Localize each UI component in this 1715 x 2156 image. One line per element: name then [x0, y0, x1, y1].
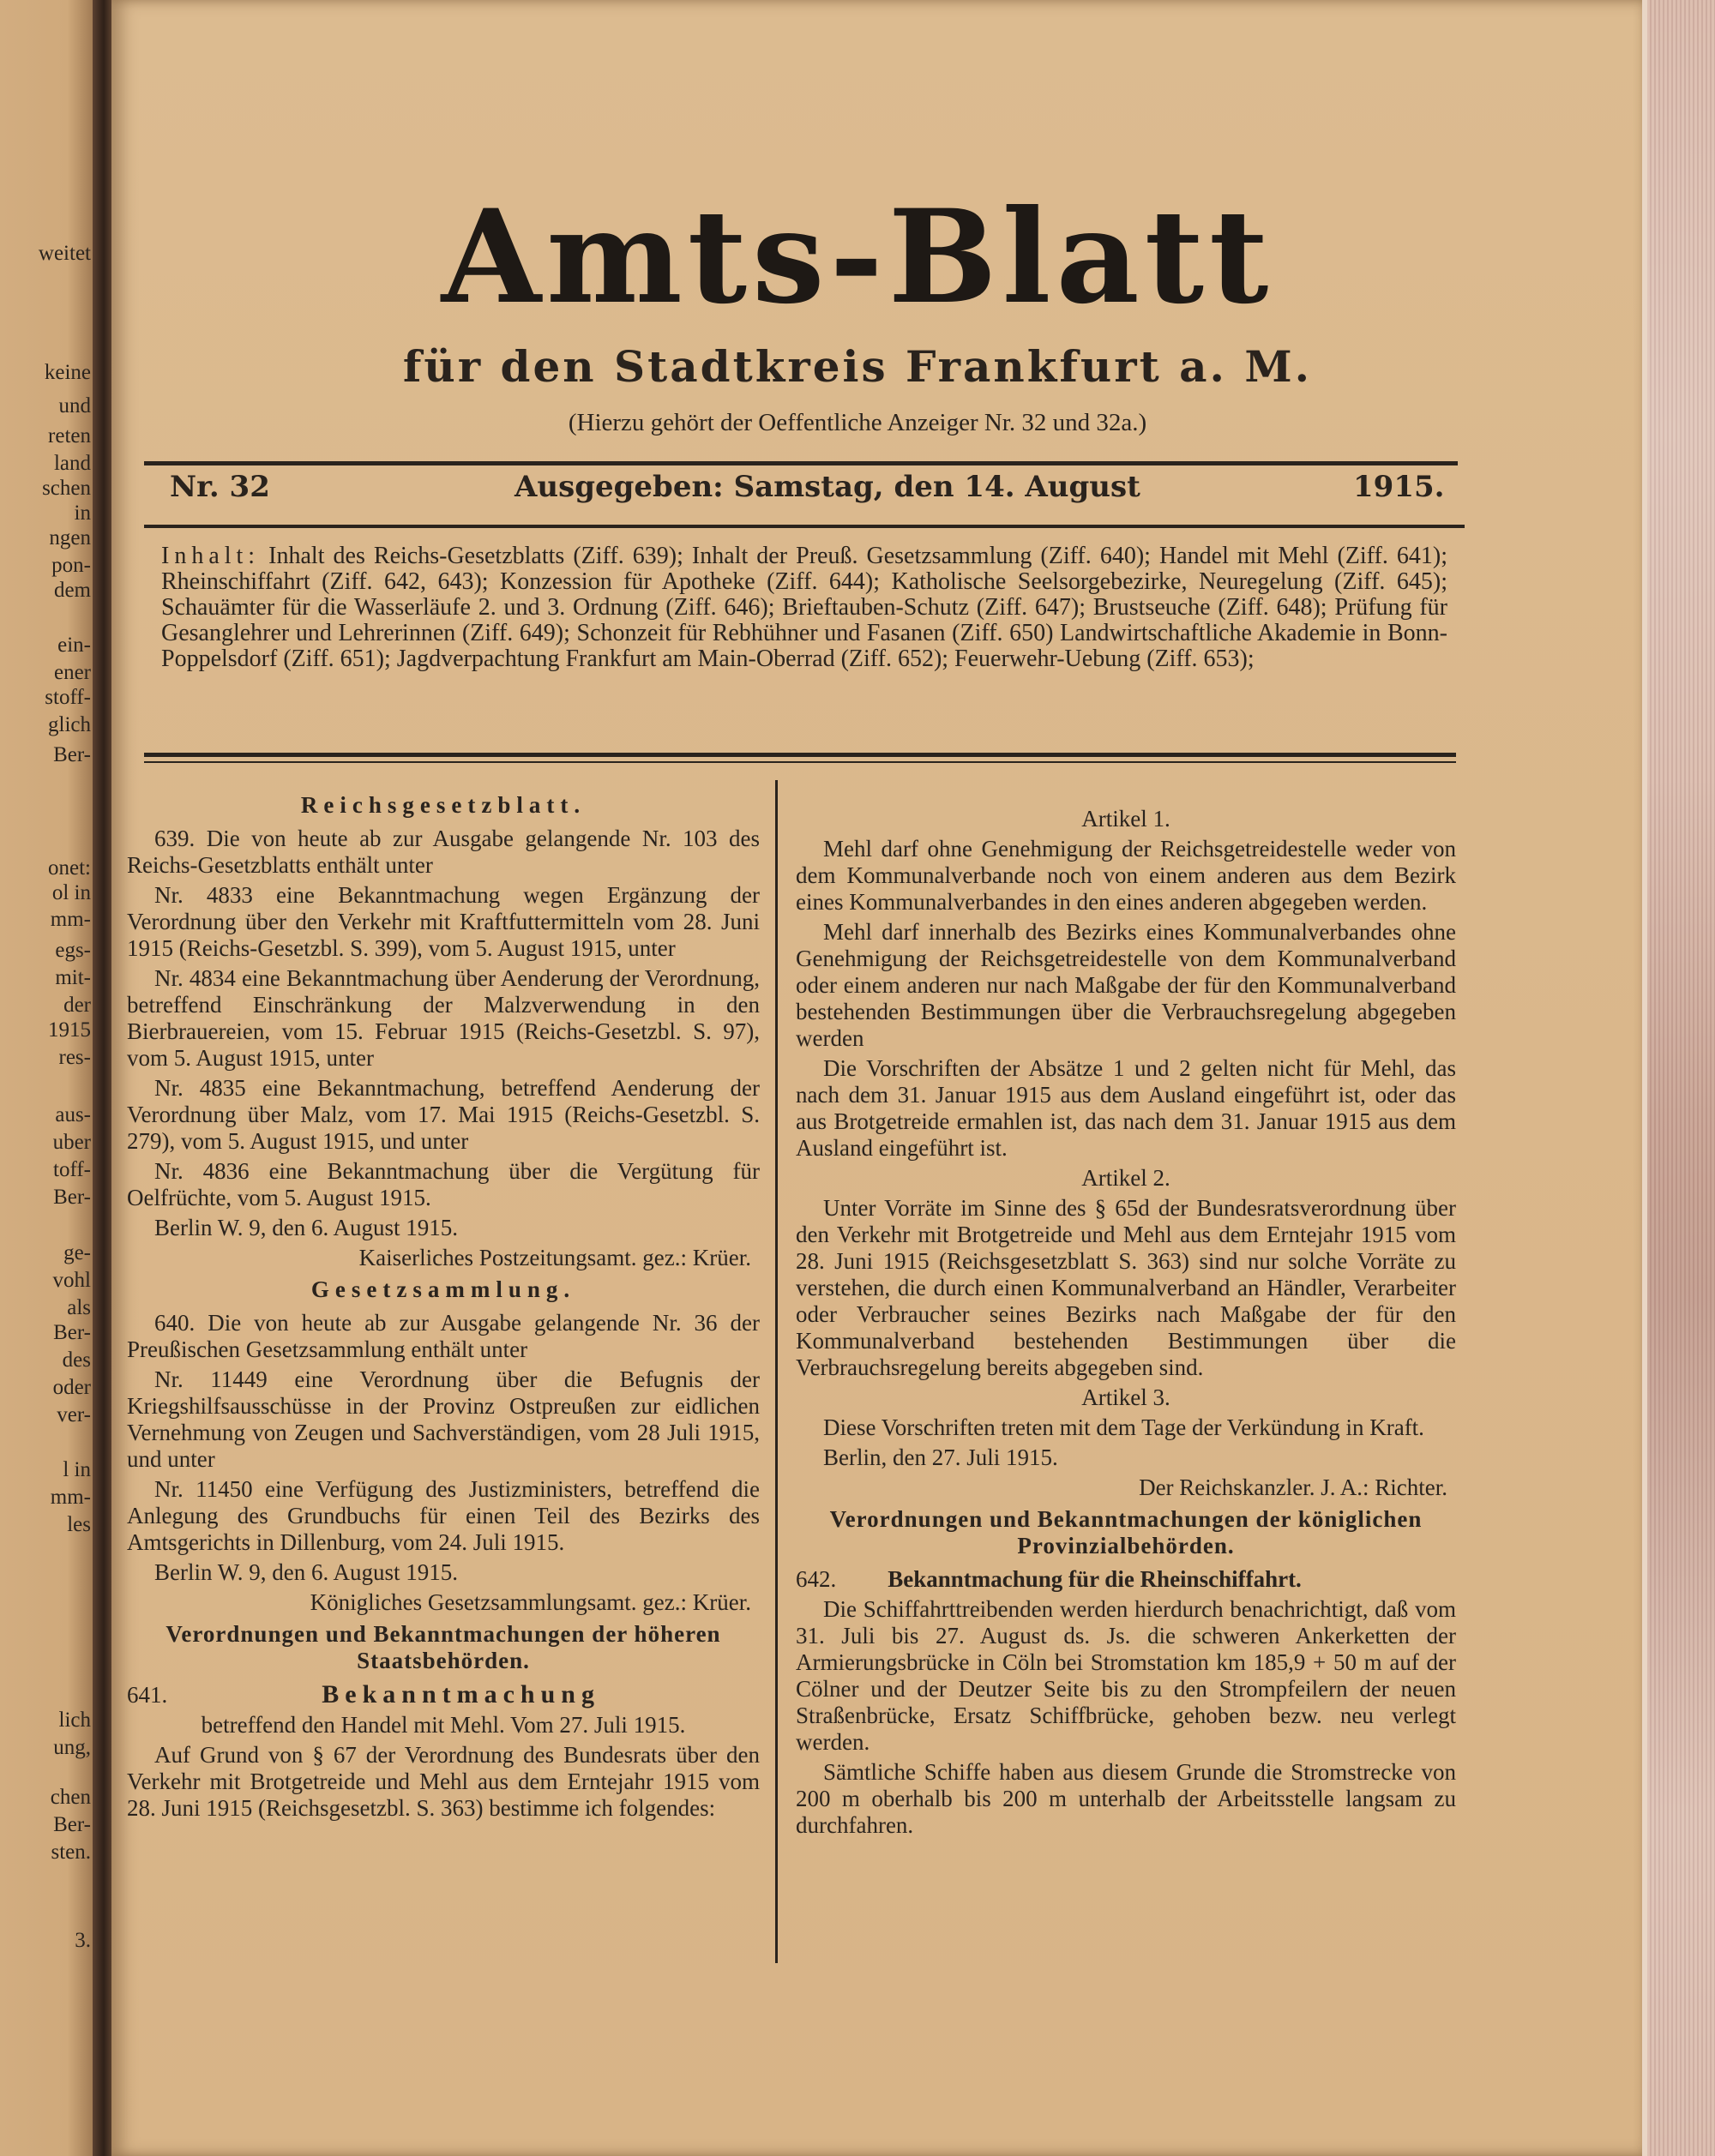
paragraph: Nr. 4834 eine Bekanntmachung über Aenderung der Verordnung, betreffend Einschränkung der Malzverwendung in den Bierbrauereien, vom 15. Februar 1915 (Reichs-Gesetzbl. S. 97), vom 5. August 1915, unter — [127, 965, 760, 1071]
left-page-fragment: mm- — [50, 908, 91, 931]
left-page-fragment: Ber- — [53, 1813, 91, 1836]
left-page-fragment: oder — [52, 1376, 91, 1399]
left-page-fragment: ge- — [63, 1241, 91, 1264]
paragraph: Die Schiffahrttreibenden werden hierdurch benachrichtigt, daß vom 31. Juli bis 27. August ds. Js. die schweren Ankerketten der Armierungsbrücke in Cöln bei Stromstation km 185,9 + 50 m auf der Cölner und der Deutzer Seite bis zu den Strompfeilern der neuen Straßenbrücke, Ersatz Schiffbrücke, gehoben bezw. neu verlegt werden. — [796, 1596, 1456, 1755]
numbered-notice-heading — [127, 1681, 760, 1709]
left-page-fragment: des — [62, 1348, 91, 1372]
left-page-fragment: dem — [53, 579, 91, 602]
paragraph: Nr. 11450 eine Verfügung des Justizministers, betreffend die Anlegung des Grundbuchs für einen Teil des Bezirks des Amtsgerichts in Dillenburg, vom 24. Juli 1915. — [127, 1476, 760, 1555]
header-rule-top — [144, 461, 1458, 465]
section-heading: Verordnungen und Bekanntmachungen der königlichen Provinzialbehörden. — [829, 1506, 1423, 1558]
left-page-fragment: ngen — [49, 526, 91, 550]
masthead-subtitle: für den Stadtkreis Frankfurt a. M. — [402, 341, 1313, 392]
left-page-fragment: les — [67, 1513, 91, 1536]
header-rule-bottom — [144, 525, 1465, 528]
left-page-fragment: ung, — [53, 1736, 91, 1759]
section-heading: Gesetzsammlung. — [310, 1276, 576, 1302]
issue-date: Ausgegeben: Samstag, den 14. August — [514, 470, 1140, 504]
left-page-fragment: schen — [42, 477, 91, 500]
left-page-fragment: mm- — [50, 1486, 91, 1509]
left-page-fragment: onet: — [48, 856, 91, 880]
left-page-fragment: lich — [58, 1709, 91, 1732]
left-page-fragment: l in — [63, 1458, 91, 1481]
left-page-fragment: uber — [52, 1131, 91, 1154]
left-page-fragment: in — [74, 501, 91, 525]
masthead-title: Amts-Blatt — [441, 182, 1274, 333]
left-page-fragment: ener — [53, 661, 91, 684]
left-page-fragment: glich — [48, 713, 91, 736]
left-page-fragment: weitet — [38, 242, 91, 265]
left-page-fragment: res- — [58, 1046, 91, 1069]
signature-line: Königliches Gesetzsammlungsamt. gez.: Krüer. — [310, 1589, 751, 1615]
contents-label: Inhalt: — [161, 543, 261, 569]
masthead-note: (Hierzu gehört der Oeffentliche Anzeiger Nr. 32 und 32a.) — [568, 409, 1147, 436]
signature-line: Der Reichskanzler. J. A.: Richter. — [1139, 1474, 1447, 1500]
paragraph: Nr. 4835 eine Bekanntmachung, betreffend Aenderung der Verordnung über Malz, vom 17. Mai 1915 (Reichs-Gesetzbl. S. 279), vom 5. August 1915, und unter — [127, 1075, 760, 1154]
paragraph: Nr. 4836 eine Bekanntmachung über die Vergütung für Oelfrüchte, vom 5. August 1915. — [127, 1158, 760, 1210]
left-page-fragment: der — [63, 994, 91, 1017]
issue-year: 1915. — [1353, 470, 1445, 504]
left-page-fragment: egs- — [55, 939, 91, 962]
notice-subtitle: betreffend den Handel mit Mehl. Vom 27. Juli 1915. — [201, 1712, 686, 1738]
paragraph: Nr. 11449 eine Verordnung über die Befugnis der Kriegshilfsausschüsse in der Provinz Ostpreußen zur eidlichen Vernehmung von Zeugen und Sachverständigen, vom 28 Juli 1915, und unter — [127, 1366, 760, 1472]
notice-number: 641. — [127, 1682, 168, 1708]
paragraph: Diese Vorschriften treten mit dem Tage der Verkündung in Kraft. — [823, 1414, 1424, 1440]
left-page-fragment: mit- — [55, 966, 91, 989]
contents-text: Inhalt des Reichs-Gesetzblatts (Ziff. 639); Inhalt der Preuß. Gesetzsammlung (Ziff. 640); Handel mit Mehl (Ziff. 641); Rheinschiffahrt (Ziff. 642, 643); Konzession für Apotheke (Ziff. 644); Katholische Seelsorgebezirke, Neuregelung (Ziff. 645); Schauämter für die Wasserläufe 2. und 3. Ordnung (Ziff. 646); Brieftauben-Schutz (Ziff. 647); Brustseuche (Ziff. 648); Prüfung für Gesanglehrer und Lehrerinnen (Ziff. 649); Schonzeit für Rebhühner und Fasanen (Ziff. 650) Landwirtschaftliche Akademie in Bonn-Poppelsdorf (Ziff. 651); Jagdverpachtung Frankfurt am Main-Oberrad (Ziff. 652); Feuerwehr-Uebung (Ziff. 653); — [161, 543, 1447, 672]
article-heading: Artikel 1. — [1081, 806, 1170, 832]
notice-title: Bekanntmachung für die Rheinschiffahrt. — [888, 1566, 1302, 1592]
paragraph: Auf Grund von § 67 der Verordnung des Bundesrats über den Verkehr mit Brotgetreide und Mehl aus dem Erntejahr 1915 vom 28. Juni 1915 (Reichsgesetzbl. S. 363) bestimme ich folgendes: — [127, 1742, 760, 1821]
left-page-fragment: stoff- — [45, 686, 91, 709]
left-page-fragment: ol in — [51, 881, 91, 904]
left-page-fragment: aus- — [55, 1103, 91, 1126]
left-page-fragment: land — [53, 452, 91, 475]
left-page-fragment: vohl — [52, 1269, 91, 1292]
signature-line: Kaiserliches Postzeitungsamt. gez.: Krüer. — [358, 1245, 751, 1270]
left-column — [127, 787, 760, 1825]
paragraph: 639. Die von heute ab zur Ausgabe gelangende Nr. 103 des Reichs-Gesetzblatts enthält unter — [127, 826, 760, 878]
notice-title: Bekanntmachung — [322, 1680, 600, 1709]
paragraph: Nr. 4833 eine Bekanntmachung wegen Ergänzung der Verordnung über den Verkehr mit Kraftfuttermitteln vom 28. Juni 1915 (Reichs-Gesetzbl. S. 399), vom 5. August 1915, unter — [127, 882, 760, 961]
left-page-fragment: Ber- — [53, 1186, 91, 1209]
paragraph: Sämtliche Schiffe haben aus diesem Grunde die Stromstrecke von 200 m oberhalb bis 200 m unterhalb der Arbeitsstelle langsam zu durchfahren. — [796, 1759, 1456, 1838]
numbered-notice-heading — [796, 1566, 1456, 1593]
left-page-fragment: sten. — [51, 1841, 91, 1864]
paragraph: Mehl darf ohne Genehmigung der Reichsgetreidestelle weder von dem Kommunalverbande noch von einem anderen aus dem Bezirk eines Kommunalverbandes in den eines anderen abgegeben werden. — [796, 836, 1456, 915]
article-heading: Artikel 2. — [1081, 1165, 1170, 1191]
left-page-fragment: 1915 — [48, 1018, 91, 1042]
left-page-fragment: keine — [44, 361, 91, 384]
paragraph: 640. Die von heute ab zur Ausgabe gelangende Nr. 36 der Preußischen Gesetzsammlung enthält unter — [127, 1310, 760, 1362]
right-column — [796, 806, 1456, 1842]
paragraph: Mehl darf innerhalb des Bezirks eines Kommunalverbandes ohne Genehmigung der Reichsgetreidestelle von dem Kommunalverband oder einem anderen nur nach Maßgabe der für den Kommunalverband bestehenden Bestimmungen über die Verbrauchsregelung abgegeben werden — [796, 919, 1456, 1051]
paragraph: Unter Vorräte im Sinne des § 65d der Bundesratsverordnung über den Verkehr mit Brotgetreide und Mehl aus dem Erntejahr 1915 vom 28. Juni 1915 (Reichsgesetzblatt S. 363) sind nur solche Vorräte zu verstehen, die durch einen Kommunalverband an Händler, Verarbeiter oder Verbraucher seines Bezirks nach Maßgabe der für den Kommunalverband bestehenden Bestimmungen über die Verbrauchsregelung bereits abgegeben sind. — [796, 1195, 1456, 1380]
paragraph: Berlin W. 9, den 6. August 1915. — [154, 1559, 459, 1585]
table-of-contents — [161, 544, 1447, 672]
left-page-fragment: Ber- — [53, 1321, 91, 1344]
left-page-fragment: toff- — [53, 1158, 91, 1181]
issue-number: Nr. 32 — [170, 470, 270, 504]
left-page-fragment: 3. — [75, 1929, 91, 1952]
left-page-fragment: reten — [48, 424, 91, 447]
column-divider — [775, 780, 778, 1963]
paragraph: Berlin W. 9, den 6. August 1915. — [154, 1215, 459, 1240]
paragraph: Berlin, den 27. Juli 1915. — [823, 1444, 1058, 1470]
left-page-fragment: Ber- — [53, 743, 91, 766]
left-page-fragment: ver- — [57, 1403, 91, 1426]
section-rule-thick — [144, 753, 1456, 757]
section-heading: Verordnungen und Bekanntmachungen der höheren Staatsbehörden. — [165, 1621, 721, 1673]
left-page-fragment: ein- — [57, 634, 91, 657]
notice-number: 642. — [796, 1566, 837, 1592]
paragraph: Die Vorschriften der Absätze 1 und 2 gelten nicht für Mehl, das nach dem 31. Januar 1915 aus dem Ausland eingeführt ist, oder das aus Brotgetreide ermahlen ist, das nach dem 31. Januar 1915 aus dem Ausland eingeführt ist. — [796, 1055, 1456, 1161]
article-heading: Artikel 3. — [1081, 1384, 1170, 1410]
left-page-fragment: als — [67, 1296, 91, 1319]
section-rule-thin — [144, 761, 1456, 763]
left-page-fragment: chen — [50, 1786, 91, 1809]
section-heading: Reichsgesetzblatt. — [300, 792, 587, 818]
left-page-fragment: pon- — [51, 554, 91, 577]
left-page-fragment: und — [58, 394, 91, 417]
